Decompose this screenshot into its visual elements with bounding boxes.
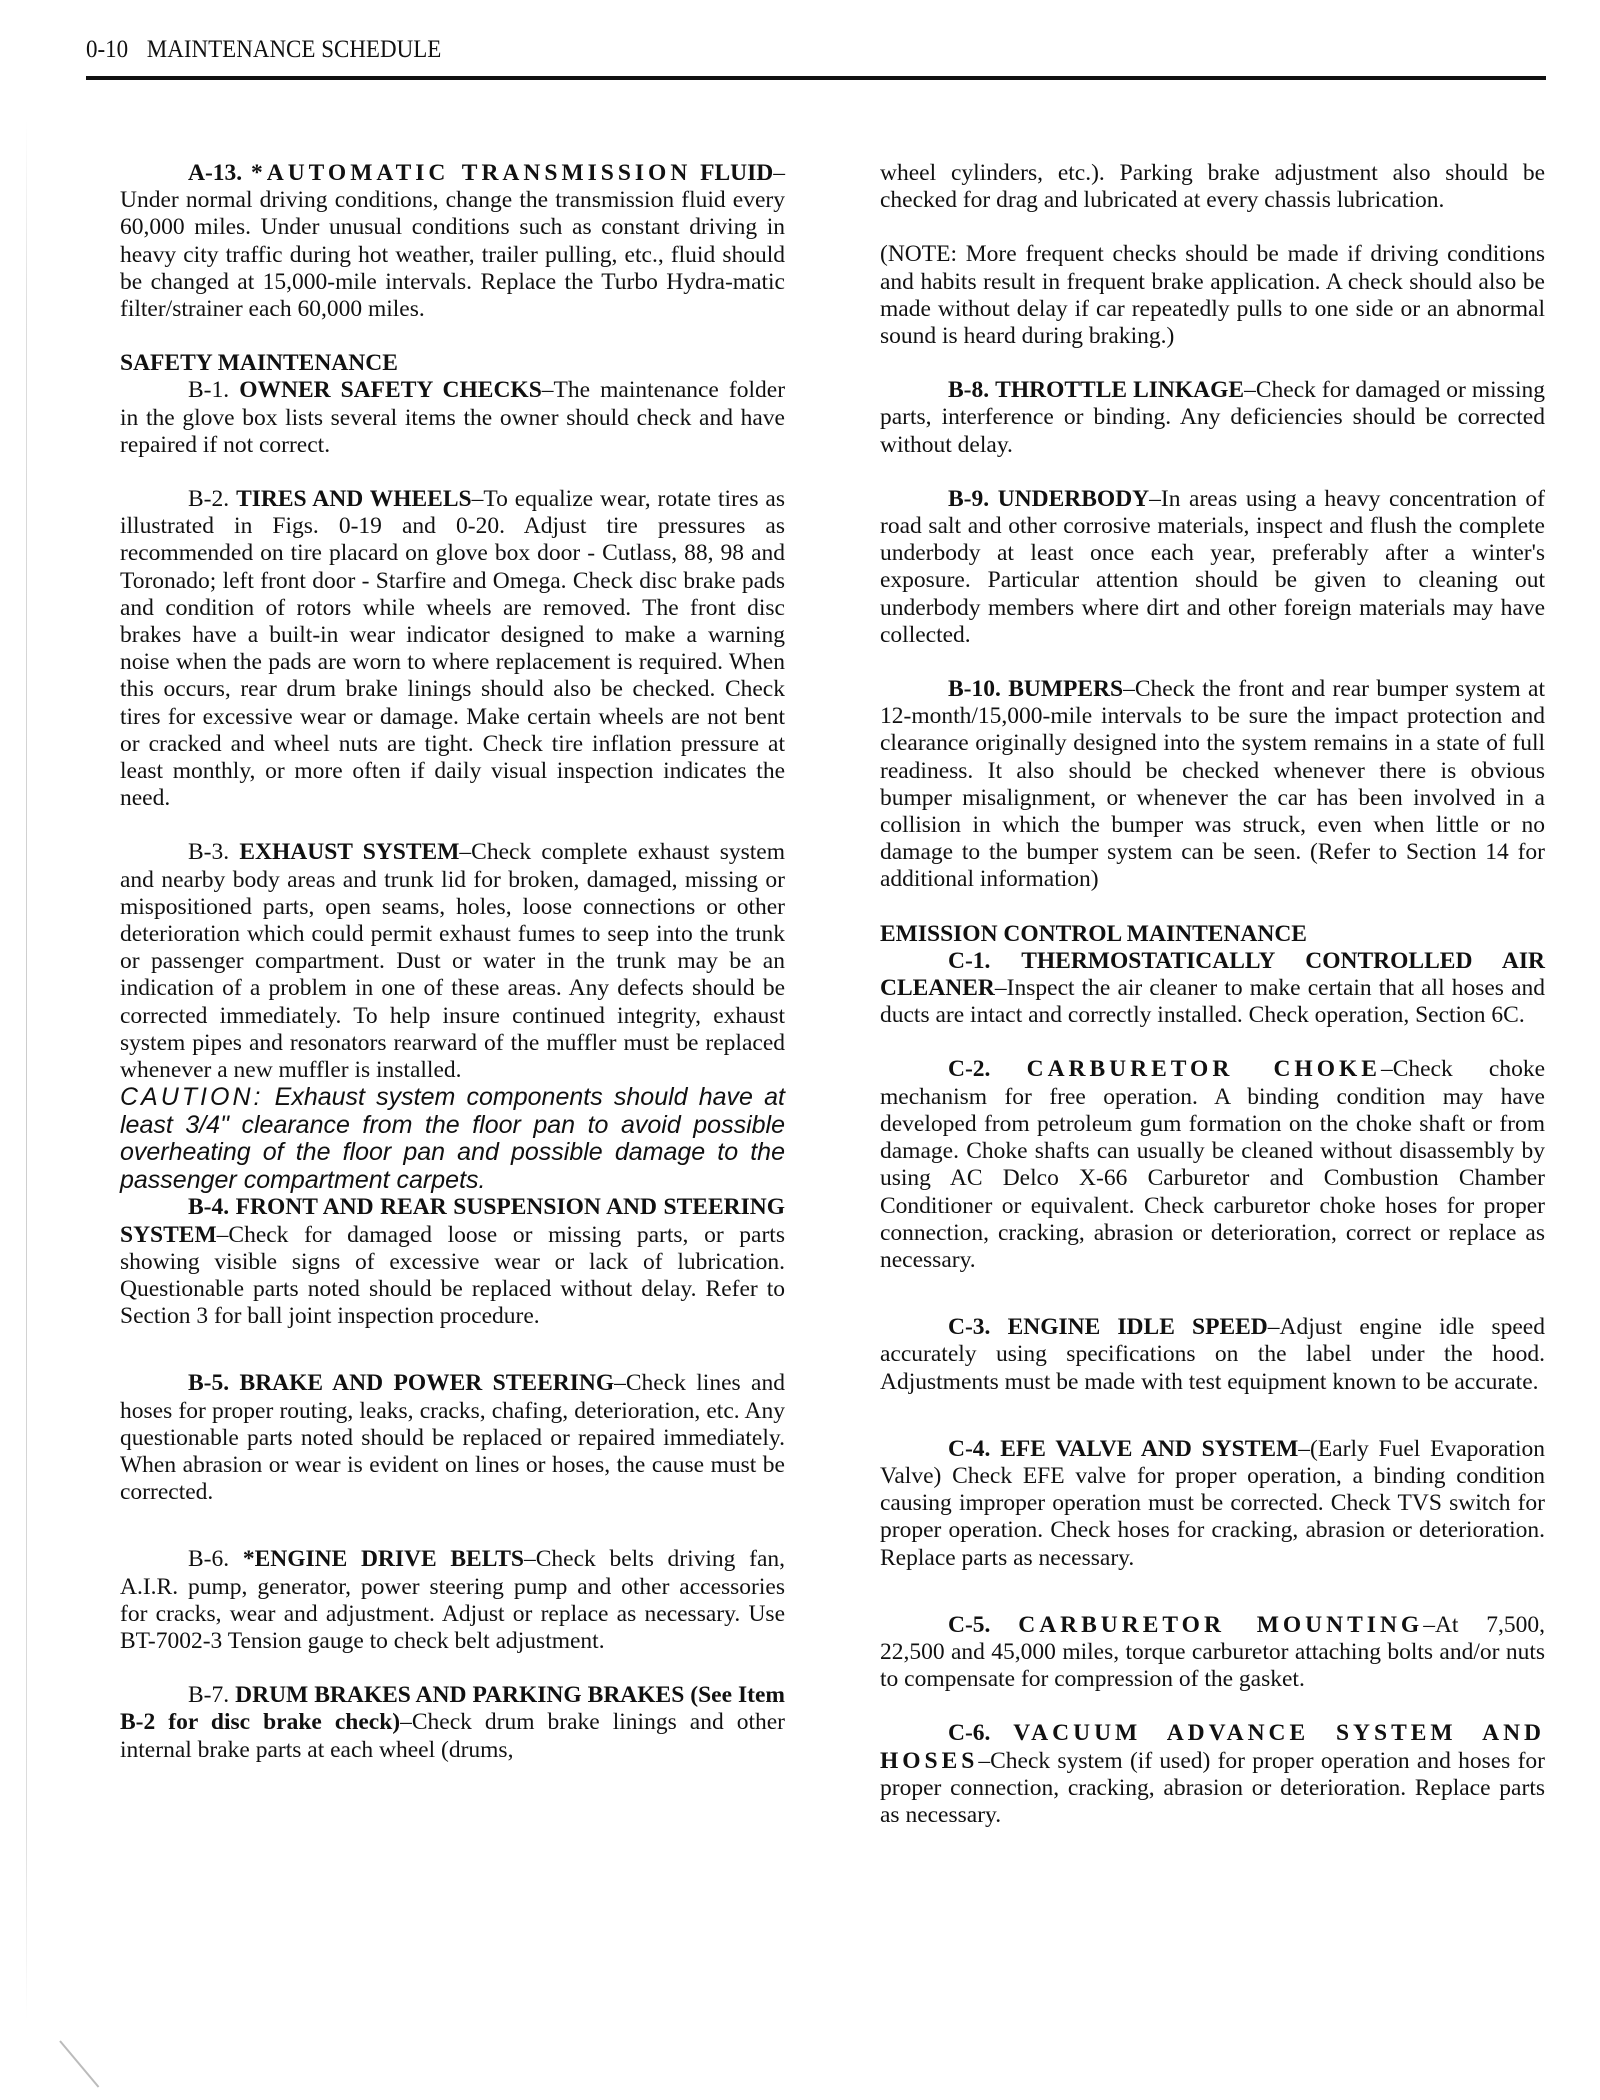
item-title: EFE VALVE AND SYSTEM [1000, 1435, 1299, 1462]
item-code: B-8. [948, 377, 990, 404]
item-c1 [880, 948, 1545, 1030]
item-code: C-6. [948, 1720, 991, 1747]
item-body: –The maintenance folder in the glove box lists several items the owner should check and have repaired if not correct. [120, 377, 786, 458]
item-code: B-4. [188, 1194, 230, 1221]
section-heading-emission: EMISSION CONTROL MAINTENANCE [880, 920, 1307, 947]
item-c3 [880, 1314, 1545, 1396]
item-title: VACUUM ADVANCE SYSTEM AND HOSES [880, 1720, 1546, 1774]
header-rule [86, 76, 1546, 80]
item-body: –Check belts driving fan, A.I.R. pump, generator, power steering pump and other accessories for cracks, wear and adjustment. Adjust or replace as necessary. Use BT-7002-3 Tension gauge to check belt adjustment. [120, 1546, 785, 1654]
item-title: CARBURETOR CHOKE [1026, 1056, 1381, 1083]
item-a13 [120, 160, 785, 323]
page-header [86, 36, 441, 64]
item-b10 [880, 676, 1545, 894]
item-title: CARBURETOR MOUNTING [1018, 1611, 1424, 1638]
item-b7-continued: wheel cylinders, etc.). Parking brake adjustment also should be checked for drag and lubricated at every chassis lubrication. [880, 160, 1545, 214]
item-code: C-2. [948, 1056, 991, 1083]
caution-body: Exhaust system components should have at least 3/4" clearance from the floor pan to avoid possible overheating of the floor pan and possible damage to the passenger compartment carpets. [120, 1083, 785, 1194]
item-b2 [120, 486, 785, 812]
item-body: –Check for damaged or missing parts, interference or binding. Any deficiencies should be corrected without delay. [880, 377, 1545, 458]
item-body: –(Early Fuel Evaporation Valve) Check EFE valve for proper operation, a binding condition causing improper operation must be corrected. Check TVS switch for proper operation. Check hoses for cracking, abrasion or deterioration. Replace parts as necessary. [880, 1435, 1545, 1571]
item-code: B-5. [188, 1370, 230, 1397]
item-title: *AUTOMATIC TRANSMISSION [250, 160, 692, 186]
caution-note [120, 1084, 785, 1194]
item-title: OWNER SAFETY CHECKS [239, 377, 542, 404]
item-code: B-3. [188, 839, 230, 866]
item-c5 [880, 1612, 1545, 1694]
item-b8 [880, 377, 1545, 459]
item-code: B-7. [188, 1682, 230, 1709]
item-b4 [120, 1194, 785, 1330]
item-body: –Adjust engine idle speed accurately using specifications on the label under the hood. Adjustments must be made with test equipment known to be accurate. [880, 1314, 1545, 1395]
item-b6 [120, 1546, 785, 1655]
item-body: –Under normal driving conditions, change the transmission fluid every 60,000 miles. Under unusual conditions such as constant driving in heavy city traffic during hot weather, trailer pulling, etc., fluid should be changed at 15,000-mile intervals. Replace the Turbo Hydra-matic filter/strainer each 60,000 miles. [120, 160, 785, 323]
scan-corner-mark [59, 2040, 99, 2087]
item-code: B-1. [188, 377, 230, 404]
item-c2 [880, 1056, 1545, 1274]
item-b5 [120, 1370, 785, 1506]
item-b9 [880, 486, 1545, 649]
item-title: UNDERBODY [997, 485, 1150, 512]
item-body: –Check complete exhaust system and nearby body areas and trunk lid for broken, damaged, missing or mispositioned parts, open seams, holes, loose connections or other deterioration which could permit exhaust fumes to seep into the trunk or passenger compartment. Dust or water in the trunk may be an indication of a problem in one of these areas. Any defects should be corrected immediately. To help insure continued integrity, exhaust system pipes and resonators rearward of the muffler must be replaced whenever a new muffler is installed. [120, 839, 786, 1084]
left-column [120, 160, 785, 1764]
item-b3 [120, 839, 785, 1084]
item-b7 [120, 1682, 785, 1764]
item-code: C-5. [948, 1611, 991, 1638]
page-title: MAINTENANCE SCHEDULE [146, 36, 442, 63]
item-body: –Check system (if used) for proper operation and hoses for proper connection, cracking, abrasion or deterioration. Replace parts as necessary. [880, 1747, 1545, 1828]
caution-label: CAUTION: [120, 1083, 264, 1112]
item-title: DRUM BRAKES AND PARKING BRAKES (See Item B-2 for disc brake check) [120, 1682, 786, 1736]
item-code: B-2. [188, 486, 230, 513]
scan-margin-line [26, 120, 27, 2020]
item-body: –At 7,500, 22,500 and 45,000 miles, torque carburetor attaching bolts and/or nuts to compensate for compression of the gasket. [880, 1611, 1545, 1693]
item-code: B-6. [188, 1546, 230, 1573]
item-code: C-3. [948, 1314, 991, 1341]
item-title: FRONT AND REAR SUSPENSION AND STEERING SYSTEM [120, 1194, 785, 1248]
section-heading-safety: SAFETY MAINTENANCE [120, 350, 398, 377]
item-body: –To equalize wear, rotate tires as illustrated in Figs. 0-19 and 0-20. Adjust tire pressures as recommended on tire placard on glove box door - Cutlass, 88, 98 and Toronado; left front door - Starfire and Omega. Check disc brake pads and condition of rotors while wheels are removed. The front disc brakes have a built-in wear indicator designed to make a warning noise when the pads are worn to where replacement is required. When this occurs, rear drum brake linings should also be checked. Check tires for excessive wear or damage. Make certain wheels are not bent or cracked and wheel nuts are tight. Check tire inflation pressure at least monthly, or more often if daily visual inspection indicates the need. [120, 486, 785, 812]
item-title: ENGINE IDLE SPEED [1007, 1314, 1268, 1341]
right-column [880, 160, 1545, 1829]
item-c6 [880, 1720, 1545, 1829]
item-title: THROTTLE LINKAGE [995, 377, 1245, 404]
item-code: C-4. [948, 1435, 991, 1462]
item-title: THERMOSTATICALLY CONTROLLED AIR CLEANER [880, 947, 1545, 1002]
item-code: A-13. [188, 160, 243, 186]
item-body: –Check lines and hoses for proper routing, leaks, cracks, chafing, deterioration, etc. Any questionable parts noted should be replaced or repaired immediately. When abrasion or wear is evident on lines or hoses, the cause must be corrected. [120, 1370, 785, 1506]
item-body: –Check drum brake linings and other internal brake parts at each wheel (drums, [120, 1709, 785, 1763]
item-c4 [880, 1436, 1545, 1572]
brake-note: (NOTE: More frequent checks should be made if driving conditions and habits result in frequent brake application. A check should also be made without delay if car repeatedly pulls to one side or an abnormal sound is heard during braking.) [880, 241, 1545, 350]
item-body: –Check choke mechanism for free operation. A binding condition may have developed from petroleum gum formation on the choke shaft or from damage. Choke shafts can usually be cleaned without disassembly by using AC Delco X-66 Carburetor and Combustion Chamber Conditioner or equivalent. Check carburetor choke hoses for proper connection, cracking, abrasion or deterioration, correct or replace as necessary. [880, 1056, 1546, 1273]
item-body: –Check the front and rear bumper system at 12-month/15,000-mile intervals to be sure the impact protection and clearance originally designed into the system remains in a state of full readiness. It also should be checked whenever there is obvious bumper misalignment, or whenever the car has been involved in a collision in which the bumper was struck, even when little or no damage to the bumper system can be seen. (Refer to Section 14 for additional information) [880, 676, 1545, 893]
item-code: B-10. [948, 676, 1001, 703]
item-code: C-1. [948, 947, 991, 974]
item-body: –Check for damaged loose or missing parts, or parts showing visible signs of excessive wear or lack of lubrication. Questionable parts noted should be replaced without delay. Refer to Section 3 for ball joint inspection procedure. [120, 1221, 785, 1330]
item-title: EXHAUST SYSTEM [239, 839, 460, 866]
item-title: TIRES AND WHEELS [236, 486, 472, 513]
item-title: *ENGINE DRIVE BELTS [242, 1546, 524, 1573]
item-b1 [120, 377, 785, 459]
item-title: BRAKE AND POWER STEERING [239, 1370, 615, 1397]
item-title-cont: FLUID [700, 160, 774, 186]
item-title: BUMPERS [1008, 676, 1124, 703]
item-code: B-9. [948, 485, 990, 512]
page-number: 0-10 [86, 36, 129, 63]
item-body: –Inspect the air cleaner to make certain that all hoses and ducts are intact and correctly installed. Check operation, Section 6C. [880, 975, 1545, 1029]
item-body: –In areas using a heavy concentration of road salt and other corrosive materials, inspect and flush the complete underbody at least once each year, preferably after a winter's exposure. Particular attention should be given to cleaning out underbody members where dirt and other foreign materials may have collected. [880, 485, 1546, 648]
